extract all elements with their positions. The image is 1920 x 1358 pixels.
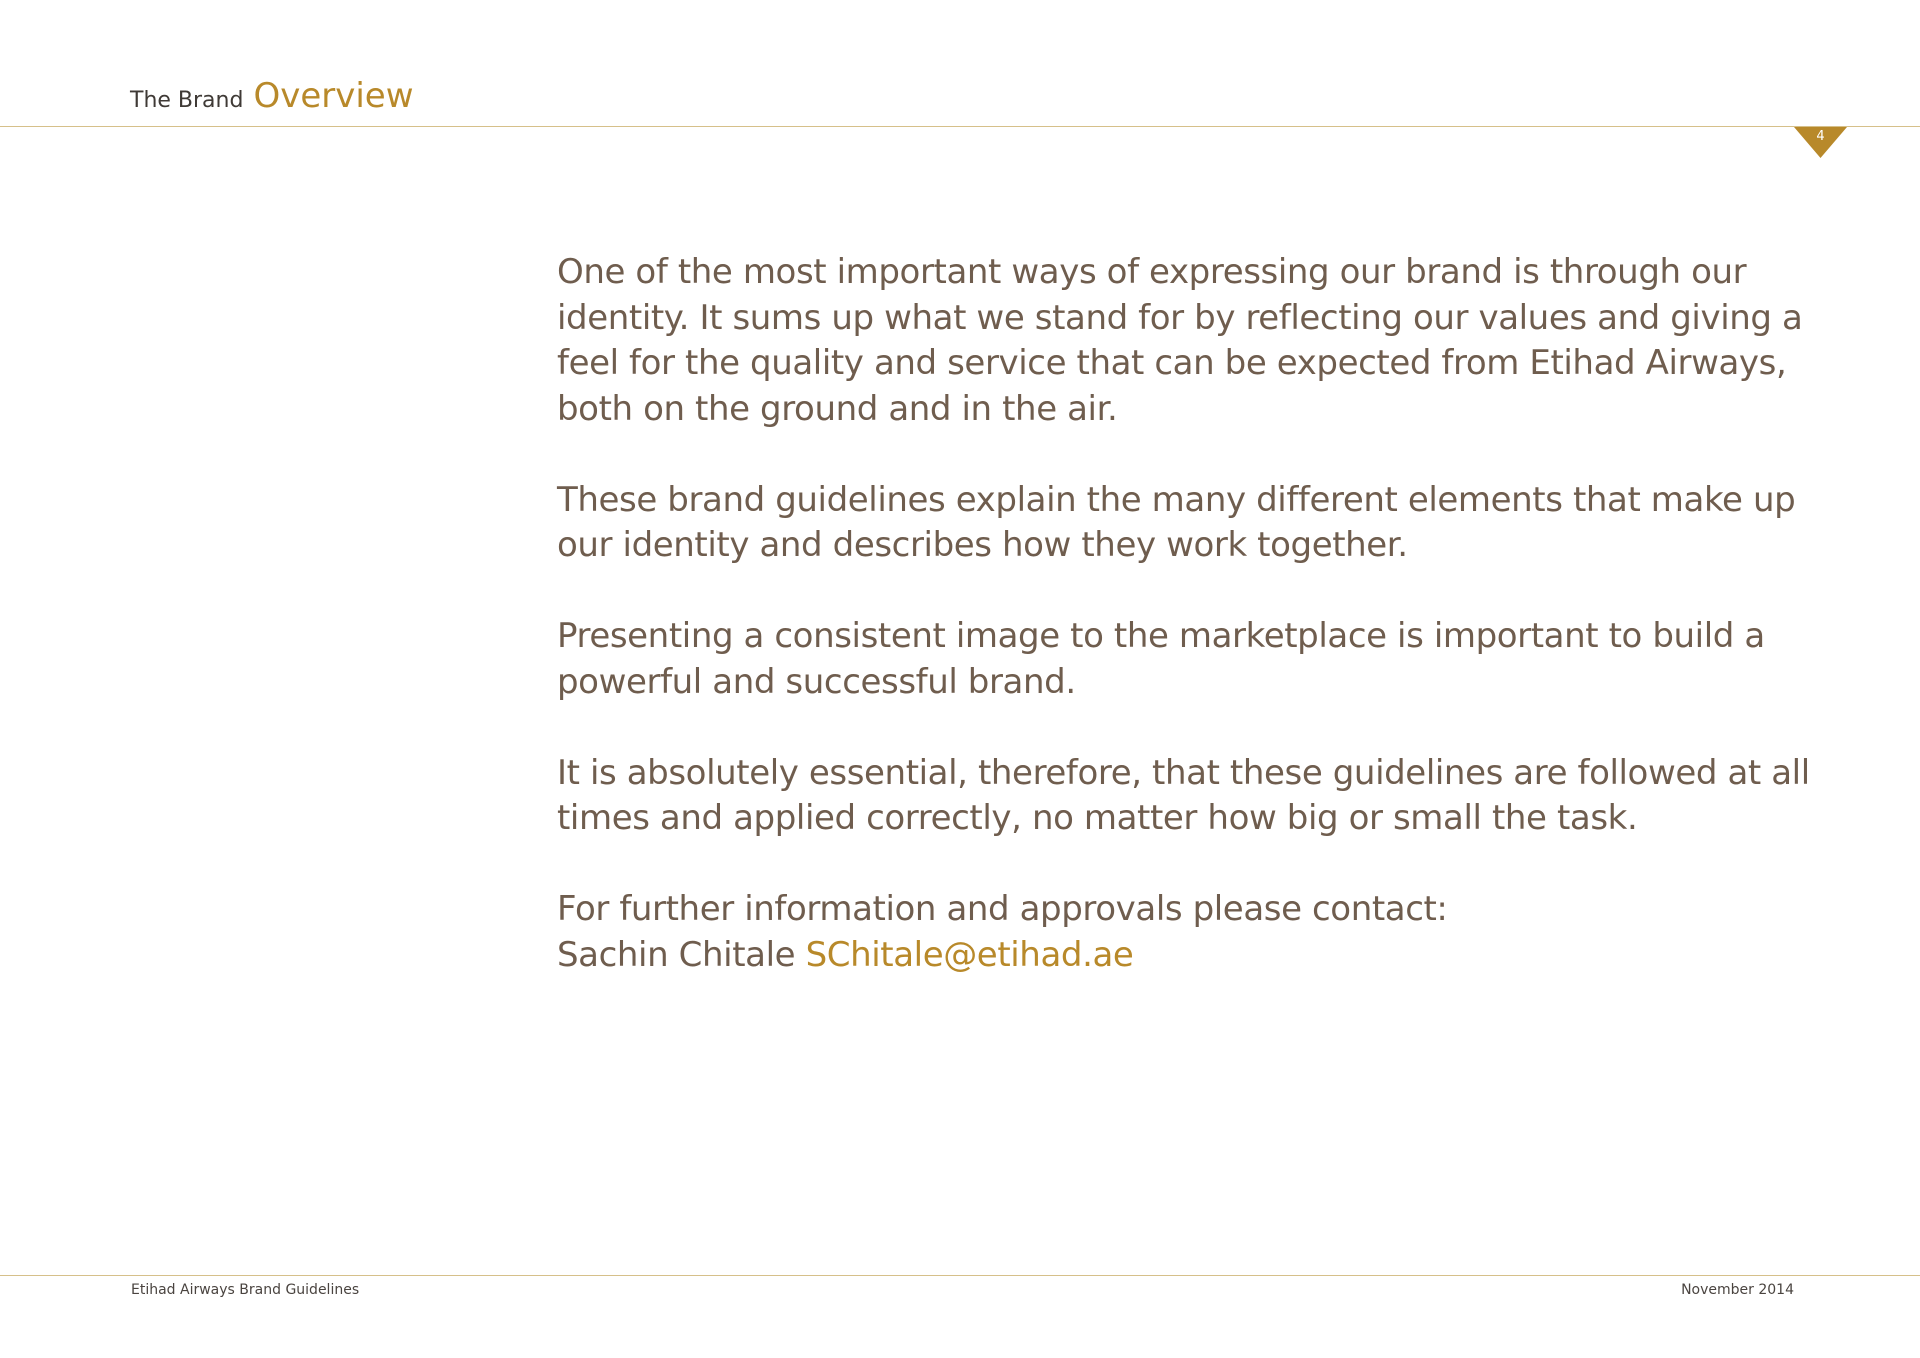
- header-divider: [0, 126, 1920, 127]
- paragraph-consistency: Presenting a consistent image to the marketplace is important to build a powerful and successful brand.: [557, 616, 1765, 702]
- page-number-marker: [1794, 127, 1847, 158]
- footer-divider: [0, 1275, 1920, 1276]
- page-number: 4: [1816, 129, 1825, 144]
- contact-block: [557, 887, 1827, 978]
- contact-intro: For further information and approvals please contact:: [557, 889, 1448, 929]
- footer-document-title: Etihad Airways Brand Guidelines: [131, 1282, 360, 1298]
- page-title: Overview: [253, 76, 414, 116]
- contact-name: Sachin Chitale: [557, 934, 796, 975]
- contact-email-link[interactable]: SChitale@etihad.ae: [805, 934, 1134, 975]
- page-header: [130, 76, 414, 116]
- footer-date: November 2014: [1681, 1282, 1794, 1298]
- paragraph-identity: One of the most important ways of expressing our brand is through our identity. It sums up what we stand for by reflecting our values and giving a feel for the quality and service that can be expected from Etihad Airways, both on the ground and in the air.: [557, 252, 1803, 429]
- body-copy: [557, 250, 1827, 978]
- paragraph-guidelines: These brand guidelines explain the many different elements that make up our identity and describes how they work together.: [557, 479, 1796, 565]
- section-label: The Brand: [130, 88, 244, 113]
- paragraph-essential: It is absolutely essential, therefore, that these guidelines are followed at all times and applied correctly, no matter how big or small the task.: [557, 752, 1810, 838]
